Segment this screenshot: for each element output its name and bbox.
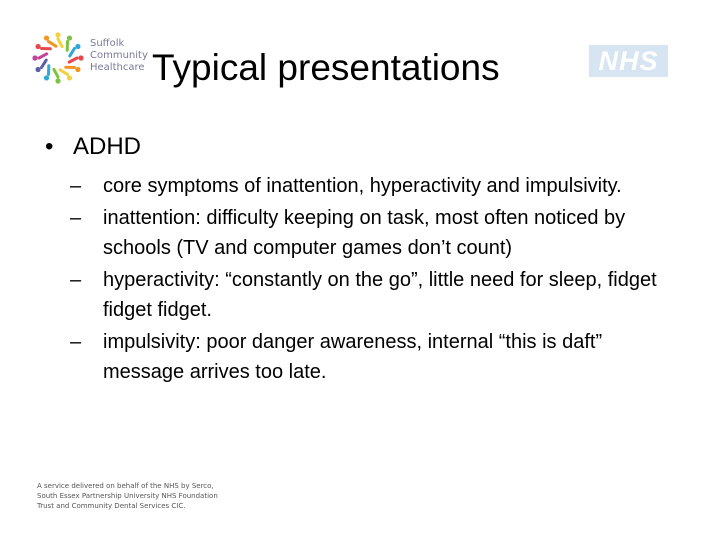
logo-figure-body bbox=[42, 60, 47, 67]
sub-bullet-list bbox=[45, 171, 685, 387]
sub-bullet-item bbox=[70, 203, 685, 263]
logo-figure-head bbox=[55, 32, 60, 37]
sub-bullet-text: hyperactivity: “constantly on the go”, little need for sleep, fidget fidget fidget. bbox=[103, 269, 657, 321]
logo-figure-head bbox=[44, 75, 49, 80]
logo-figure-head bbox=[32, 55, 37, 60]
bullet-text: ADHD bbox=[73, 133, 142, 160]
logo-wordmark bbox=[90, 38, 148, 74]
logo-line: Healthcare bbox=[90, 62, 145, 73]
bullet-item bbox=[45, 131, 685, 163]
logo-figures bbox=[32, 32, 83, 83]
sub-bullet-item bbox=[70, 327, 685, 387]
logo-figure-head bbox=[75, 44, 80, 49]
bullet-icon: • bbox=[45, 133, 54, 160]
sub-bullet-item bbox=[70, 171, 685, 201]
nhs-logo: NHS bbox=[589, 45, 668, 77]
footer-disclaimer bbox=[37, 481, 218, 511]
sub-bullet-text: inattention: difficulty keeping on task, most often noticed by schools (TV and computer games don’t count) bbox=[103, 207, 626, 259]
people-circle-logo-icon bbox=[30, 30, 86, 86]
logo-figure-body bbox=[49, 42, 56, 47]
logo-figure-head bbox=[35, 67, 40, 72]
logo-figure-head bbox=[75, 67, 80, 72]
logo-figure-head bbox=[55, 78, 60, 83]
dash-icon: – bbox=[70, 207, 82, 229]
logo-line: Community bbox=[90, 50, 148, 61]
sub-bullet-text: impulsivity: poor danger awareness, internal “this is daft” message arrives too late. bbox=[103, 331, 603, 383]
logo-figure-body bbox=[60, 70, 67, 75]
footer-line: Trust and Community Dental Services CIC. bbox=[37, 502, 186, 510]
slide-content bbox=[45, 131, 685, 389]
footer-line: A service delivered on behalf of the NHS by Serco, bbox=[37, 482, 214, 490]
logo-figure-body bbox=[54, 69, 58, 77]
dash-icon: – bbox=[70, 175, 82, 197]
logo-figure-head bbox=[67, 35, 72, 40]
footer-line: South Essex Partnership University NHS Foundation bbox=[37, 492, 218, 500]
logo-figure-body bbox=[70, 49, 75, 56]
logo-figure-body bbox=[39, 54, 47, 58]
dash-icon: – bbox=[70, 269, 82, 291]
logo-figure-body bbox=[58, 39, 62, 47]
suffolk-community-healthcare-logo bbox=[30, 30, 160, 86]
dash-icon: – bbox=[70, 331, 82, 353]
logo-figure-head bbox=[67, 75, 72, 80]
sub-bullet-text: core symptoms of inattention, hyperactivity and impulsivity. bbox=[103, 175, 622, 197]
sub-bullet-item bbox=[70, 265, 685, 325]
slide-title: Typical presentations bbox=[152, 47, 500, 88]
logo-figure-head bbox=[78, 55, 83, 60]
logo-figure-head bbox=[44, 35, 49, 40]
logo-line: Suffolk bbox=[90, 38, 125, 49]
logo-figure-body bbox=[69, 58, 77, 62]
logo-figure-head bbox=[35, 44, 40, 49]
